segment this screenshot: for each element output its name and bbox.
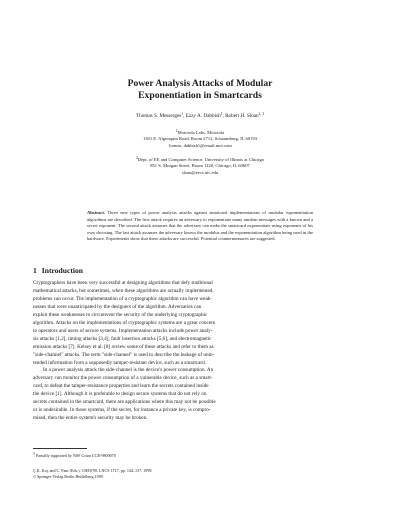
text-line: problems can occur. The implementation of a cryptographic algorithm can have weak-	[33, 295, 213, 302]
citation-line: Ç.K. Koç and C. Paar (Eds.): CHES'99, LNCS 1717, pp. 144–157, 1999.	[33, 468, 153, 473]
copyright-line: © Springer-Verlag Berlin Heidelberg 1999	[33, 474, 103, 480]
affiliation-line: sloan@eecs.uic.edu	[181, 169, 219, 175]
text-line: or is undesirable. In those systems, if the secret, for instance a private key, is compro-	[33, 407, 211, 414]
affiliation-line: 851 S. Morgan Street, Room 1120, Chicago, IL 60607	[150, 163, 250, 169]
text-line: card, to defeat the tamper-resistance properties and learn the secrets contained inside	[33, 383, 209, 390]
affiliation-line: 1301 E. Algonquin Road, Room 2712, Schaumburg, IL 60193	[142, 136, 258, 142]
text-line: secrets contained in the smartcard, there are applications where this may not be possible	[33, 399, 216, 406]
text-line: exploit these weaknesses to circumvent the security of the underlying cryptographic	[33, 311, 208, 318]
text-line: "side-channel" attacks. The term "side-channel" is used to describe the leakage of unin-	[33, 351, 215, 358]
title-line-2: Exponentiation in Smartcards	[138, 90, 262, 101]
text-line: algorithm. Attacks on the implementations of cryptographic systems are a great concern	[33, 319, 216, 326]
abstract-text: Three new types of power analysis attacks against smartcard implementations of modular exponentiation algorithms are described. The first attack requires an adversary to exponentiate many random messages with a known and a secret exponent. The second attack assumes that the adversary can make the smartcard exponentiate using exponents of his own choosing. The last attack assumes the adversary knows the modulus and the exponentiation algorithm being used in the hardware. Experiments show that these attacks are successful. Potential countermeasures are suggested.	[87, 210, 313, 242]
paper-title	[60, 78, 340, 102]
author-name: Ezzy A. Dabbish	[185, 113, 221, 119]
section-heading	[33, 266, 363, 276]
affiliation-line: {tomas, dabbish}@email.mot.com	[168, 142, 232, 148]
text-line: mathematical attacks, but sometimes, when these algorithms are actually implemented,	[33, 287, 214, 294]
affiliation-superscript: 2	[135, 156, 138, 160]
footnote	[33, 451, 363, 459]
paragraph-2	[33, 367, 366, 423]
author-superscript: 2, 3	[258, 112, 265, 116]
introduction-body	[33, 280, 366, 423]
text-line: sis attacks [1,2], timing attacks [3,4], fault insertion attacks [5,6], and electromagnetic	[33, 335, 212, 342]
copyright-block	[33, 468, 363, 480]
paragraph-1	[33, 280, 366, 367]
text-line: In a power analysis attack the side-channel is the device's power consumption. An	[43, 367, 214, 374]
affiliation-1	[60, 128, 340, 149]
text-line: nesses that were unanticipated by the designers of the algorithm. Adversaries can	[33, 303, 202, 310]
abstract	[87, 210, 313, 243]
footnote-superscript: 3	[33, 452, 35, 456]
abstract-label: Abstract.	[87, 210, 106, 215]
author-list	[40, 111, 360, 120]
author-superscript: 1	[220, 112, 223, 116]
title-line-1: Power Analysis Attacks of Modular	[127, 78, 273, 89]
author-separator: ,	[222, 113, 226, 119]
author-separator: ,	[183, 113, 186, 119]
text-line: adversary can monitor the power consumption of a vulnerable device, such as a smart-	[33, 375, 213, 382]
footnote-text: Partially supported by NSF Grant CCR-9800070	[35, 453, 116, 458]
text-line: tended information from a supposedly tamper-resistant device, such as a smartcard.	[33, 359, 207, 366]
affiliation-2	[60, 155, 340, 176]
author-superscript: 1	[181, 112, 184, 116]
section-title: Introduction	[41, 266, 84, 275]
section-number: 1	[33, 266, 37, 275]
author-name: Robert H. Sloan	[225, 113, 259, 119]
affiliation-line: $^2$Dept. of EE and Computer Science, University of Illinois at Chicago	[135, 156, 265, 162]
text-line: mised, then the entire system's security may be broken.	[33, 415, 148, 422]
footnote-divider	[33, 448, 87, 449]
affiliation-line: $^1$Motorola Labs, Motorola	[175, 129, 225, 135]
text-line: emission attacks [7]. Kelsey et al. [8] review some of these attacks and refer to them as	[33, 343, 214, 350]
author-name: Thomas S. Messerges	[135, 113, 182, 119]
affiliation-superscript: 1	[175, 129, 178, 133]
text-line: to operators and users of secure systems. Implementation attacks include power analy-	[33, 327, 213, 334]
text-line: the device [1]. Although it is preferable to design secure systems that do not rely on	[33, 391, 207, 398]
text-line: Cryptographers have been very successful at designing algorithms that defy traditional	[33, 280, 213, 286]
